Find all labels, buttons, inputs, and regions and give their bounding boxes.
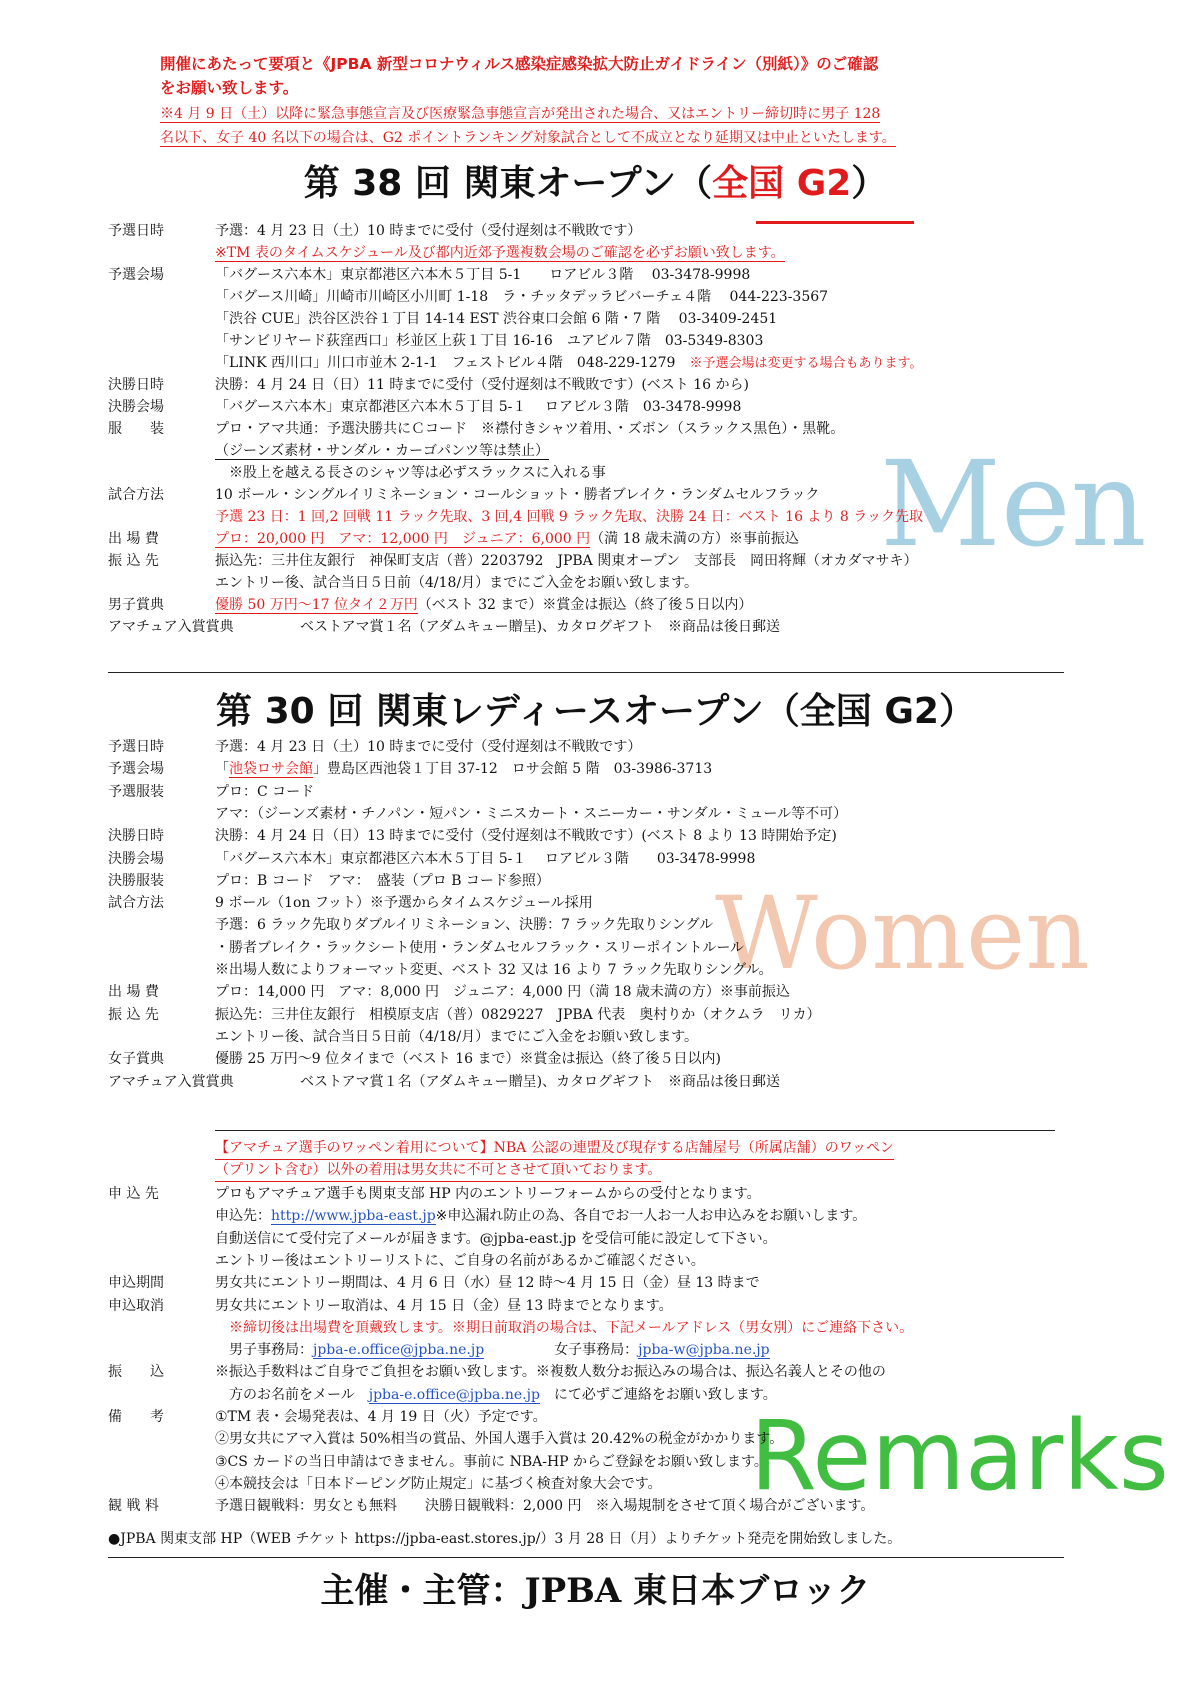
value-text: ・勝者ブレイク・ラックシート使用・ランダムセルフラック・スリーポイントルール [215,939,745,956]
value-prefix: 方のお名前をメール [215,1386,369,1403]
row-value [215,572,698,594]
row-value [215,1026,698,1048]
value-text: にて必ずご連絡をお願い致します。 [539,1386,777,1403]
row-value [215,981,790,1003]
highlighted-value: 優勝 50 万円〜17 位タイ２万円 [215,597,418,613]
value-text: 「渋谷 CUE」渋谷区渋谷１丁目 14-14 EST 渋谷東口会館 6 階・7 階 03-3409-2451 [215,311,778,327]
row-value [215,1004,821,1026]
row-label: 予選服装 [108,783,164,800]
remarks-watermark: Remarks [750,1400,1169,1512]
value-text: 予選：6 ラック先取りダブルイリミネーション、決勝：7 ラック先取りシングル [215,917,714,934]
value-prefix: 「 [215,761,229,778]
value-prefix: 申込先： [215,1208,271,1225]
value-text: 「サンビリヤード荻窪西口」杉並区上荻１丁目 16-16 ユアビル７階 03-5349-8303 [215,333,764,349]
divider [108,672,1064,673]
value-text: プロもアマチュア選手も関東支部 HP 内のエントリーフォームからの受付となります。 [215,1186,761,1202]
notice-line-1: 開催にあたって要項と《JPBA 新型コロナウィルス感染症感染拡大防止ガイドライン（別紙）》のご確認 [160,55,879,73]
event-flyer: Men Women Remarks 開催にあたって要項と《JPBA 新型コロナウィルス感染症感染拡大防止ガイドライン（別紙）》のご確認 をお願い致します。 ※4 月 9 日（土）以降に緊急事態宣言及び医療緊急事態宣言が発出された場合、又はエントリー締切時に男子 128 名以下、女子 40 名以下の場合は、G2 ポイントランキング対象試合として不成立となり延期又は中止といたします。 第 38 回 関東オープン（全国 G2） 予選日時 予選：4 月 23 日（土）10 時までに受付（受付遅刻は不戦敗です） ※TM 表のタイムスケジュール及び都内近郊予選複数会場のご確認を必ずお願い致します。 予選会場 「バグース六本木」東京都港区六本木５丁目 5-1 ロアビル３階 03-3478-9998 「バグース川崎」川崎市川崎区小川町 1-18 ラ・チッタデッラビバーチェ４階 044-223-3567 「渋谷 CUE」渋谷区渋谷１丁目 14-14 EST 渋谷東口会館 6 階・7 階 03-3409-2451 「サンビリヤード荻窪西口」杉並区上荻１丁目 16-16 ユアビル７階 03-5349-8303 「LINK 西川口」川口市並木 2-1-1 フェストビル４階 048-229-1279 ※予選会場は変更する場合もあります。 決勝日時 決勝：4 月 24 日（日）11 時までに受付（受付遅刻は不戦敗です）(ベスト 16 から) 決勝会場 「バグース六本木」東京都港区六本木５丁目 5-１ ロアビル３階 03-3478-9998 服 装 プロ・アマ共通：予選決勝共にＣコード ※襟付きシャツ着用、・ズボン（スラックス黒色）・黒靴。 （ジーンズ素材・サンダル・カーゴパンツ等は禁止） ※股上を越える長さのシャツ等は必ずスラックスに入れる事 試合方法 10 ボール・シングルイリミネーション・コールショット・勝者ブレイク・ランダムセルフラック 予選 23 日：1 回,2 回戦 11 ラック先取、3 回,4 回戦 9 ラック先取、決勝 24 日：ベスト 16 より 8 ラック先取 出 場 費 プロ：20,000 円 アマ：12,000 円 ジュニア：6,000 円（満 18 歳未満の方）※事前振込 振 込 先 振込先：三井住友銀行 神保町支店（普）2203792 JPBA 関東オープン 支部長 岡田将輝（オカダマサキ） エントリー後、試合当日５日前（4/18/月）までにご入金をお願い致します。 男子賞典 優勝 50 万円〜17 位タイ２万円（ベスト 32 まで）※賞金は振込（終了後５日以内） アマチュア入賞賞典 ベストアマ賞１名（アダムキュー贈呈)、カタログギフト ※商品は後日郵送 第 30 回 関東レディースオープン（全国 G2） 予選日時 予選：4 月 23 日（土）10 時までに受付（受付遅刻は不戦敗です） 予選会場 「池袋ロサ会館」豊島区西池袋１丁目 37-12 ロサ会館 5 階 03-3986-3713 予選服装 プロ：C コード アマ：（ジーンズ素材・チノパン・短パン・ミニスカート・スニーカー・サンダル・ミュール等不可） 決勝日時 決勝：4 月 24 日（日）13 時までに受付（受付遅刻は不戦敗です）(ベスト 8 より 13 時開始予定) 決勝会場 「バグース六本木」東京都港区六本木５丁目 5-１ ロアビル３階 03-3478-9998 決勝服装 プロ：B コード アマ： 盛装（プロ B コード参照） 試合方法 9 ボール（1on フット）※予選からタイムスケジュール採用 予選：6 ラック先取りダブルイリミネーション、決勝：7 ラック先取りシングル ・勝者ブレイク・ラックシート使用・ランダムセルフラック・スリーポイントルール ※出場人数によりフォーマット変更、ベスト 32 又は 16 より 7 ラック先取りシングル。 出 場 費 プロ：14,000 円 アマ：8,000 円 ジュニア：4,000 円（満 18 歳未満の方）※事前振込 振 込 先 振込先：三井住友銀行 相模原支店（普）0829227 JPBA 代表 奥村りか（オクムラ リカ） エントリー後、試合当日５日前（4/18/月）までにご入金をお願い致します。 女子賞典 優勝 25 万円〜9 位タイまで（ベスト 16 まで）※賞金は振込（終了後５日以内) アマチュア入賞賞典 ベストアマ賞１名（アダムキュー贈呈)、カタログギフト ※商品は後日郵送 【アマチュア選手のワッペン着用について】NBA 公認の連盟及び現存する店舗屋号（所属店舗）のワッペン （プリント含む）以外の着用は男女共に不可とさせて頂いております。 申 込 先 プロもアマチュア選手も関東支部 HP 内のエントリーフォームからの受付となります。 申込先：http://www.jpba-east.jp※申込漏れ防止の為、各自でお一人お一人お申込みをお願いします。 自動送信にて受付完了メールが届きます。@jpba-east.jp を受信可能に設定して下さい。 エントリー後はエントリーリストに、ご自身の名前があるかご確認ください。 申込期間 男女共にエントリー期間は、4 月 6 日（水）昼 12 時〜4 月 15 日（金）昼 13 時まで 申込取消 男女共にエントリー取消は、4 月 15 日（金）昼 13 時までとなります。 ※締切後は出場費を頂戴致します。※期日前取消の場合は、下記メールアドレス（男女別）にご連絡下さい。 男子事務局：jpba-e.office@jpba.ne.jp 女子事務局：jpba-w@jpba.ne.jp 振 込 ※振込手数料はご自身でご負担をお願い致します。※複数人数分お振込みの場合は、振込名義人とその他の 方のお名前をメール jpba-e.office@jpba.ne.jp にて必ずご連絡をお願い致します。 備 考 ①TM 表・会場発表は、4 月 19 日（火）予定です。 ②男女共にアマ入賞は 50%相当の賞品、外国人選手入賞は 20.42%の税金がかかります。 ③CS カードの当日申請はできません。事前に NBA-HP からご登録をお願い致します。 ④本競技会は「日本ドーピング防止規定」に基づく検査対象大会です。 観 戦 料 予選日観戦料：男女とも無料 決勝日観戦料：2,000 円 ※入場規制をさせて頂く場合がございます。 ●JPBA 関東支部 HP（WEB チケット https://jpba-east.stores.jp/）3 月 28 日（月）よりチケット発売を開始致しました。 主催・主管：JPBA 東日本ブロック [0,0,1191,1684]
value-text: 10 ボール・シングルイリミネーション・コールショット・勝者ブレイク・ランダムセルフラック [215,487,820,503]
value-text: ※出場人数によりフォーマット変更、ベスト 32 又は 16 より 7 ラック先取りシングル。 [215,962,773,978]
value-text: （ベスト 32 まで）※賞金は振込（終了後５日以内） [417,597,753,613]
link[interactable]: http://www.jpba-east.jp [271,1208,436,1225]
row-label: 決勝日時 [108,377,164,393]
row-label: 予選会場 [108,267,164,283]
men-title-grade: 全国 G2 [712,163,852,204]
row-value [215,848,755,870]
value-text: 自動送信にて受付完了メールが届きます。@jpba-east.jp を受信可能に設定して下さい。 [215,1230,777,1247]
value-text: プロ・アマ共通：予選決勝共にＣコード ※襟付きシャツ着用、・ズボン（スラックス黒色）・黒靴。 [215,421,845,437]
row-label: 申込期間 [108,1275,164,1292]
row-label: 振 込 [108,1364,164,1381]
value-text: 決勝：4 月 24 日（日）13 時までに受付（受付遅刻は不戦敗です）(ベスト 8 より 13 時開始予定) [215,828,837,845]
row-value [215,1384,777,1406]
value-text: アマ：（ジーンズ素材・チノパン・短パン・ミニスカート・スニーカー・サンダル・ミュール等不可） [215,805,848,822]
row-label: 決勝会場 [108,399,164,415]
row-value [215,1250,705,1272]
value-text: ①TM 表・会場発表は、4 月 19 日（火）予定です。 [215,1409,547,1425]
highlighted-value: プロ：20,000 円 アマ：12,000 円 ジュニア：6,000 円 [215,531,591,547]
row-value [215,1428,783,1450]
row-value [215,374,749,396]
value-text: 「バグース六本木」東京都港区六本木５丁目 5-１ ロアビル３階 03-3478-9998 [215,850,756,867]
value-text: 男女共にエントリー取消は、4 月 15 日（金）昼 13 時までとなります。 [215,1297,673,1314]
value-text: エントリー後はエントリーリストに、ご自身の名前があるかご確認ください。 [215,1252,705,1269]
women-title: 第 30 回 関東レディースオープン（全国 G2） [216,691,975,732]
value-text: エントリー後、試合当日５日前（4/18/月）までにご入金をお願い致します。 [215,575,699,591]
row-label: 予選日時 [108,223,164,239]
value-text: ②男女共にアマ入賞は 50%相当の賞品、外国人選手入賞は 20.42%の税金がかかります。 [215,1431,784,1448]
row-value [215,528,799,550]
row-value [215,1205,866,1227]
value-text: 振込先：三井住友銀行 相模原支店（普）0829227 JPBA 代表 奥村りか（オクムラ リカ） [215,1006,821,1023]
divider [108,1557,1064,1558]
row-value [215,937,744,959]
women-watermark: Women [715,875,1090,992]
value-text: 予選日観戦料：男女とも無料 決勝日観戦料：2,000 円 ※入場規制をさせて頂く場合がございます。 [215,1498,875,1515]
row-label: 出 場 費 [108,984,159,1001]
highlighted-value: ※締切後は出場費を頂戴致します。※期日前取消の場合は、下記メールアドレス（男女別）にご連絡下さい。 [215,1319,914,1336]
value-text: ベストアマ賞１名（アダムキュー贈呈)、カタログギフト ※商品は後日郵送 [300,1073,781,1090]
row-value [215,594,752,616]
row-label: 決勝会場 [108,850,164,867]
row-value [215,484,819,506]
row-value [215,330,763,352]
value-text: 「バグース六本木」東京都港区六本木５丁目 5-1 ロアビル３階 03-3478-9998 [215,267,751,283]
value-text: 「バグース六本木」東京都港区六本木５丁目 5-１ ロアビル３階 03-3478-9998 [215,399,742,415]
row-value [215,440,549,462]
row-label: 申 込 先 [108,1186,159,1202]
row-value [215,1406,547,1428]
value-text: （満 18 歳未満の方）※事前振込 [590,531,799,547]
row-value [215,1183,761,1205]
row-value [215,242,785,264]
link[interactable]: jpba-e.office@jpba.ne.jp [313,1342,485,1359]
value-text: ※股上を越える長さのシャツ等は必ずスラックスに入れる事 [215,465,606,481]
value-text: 予選：4 月 23 日（土）10 時までに受付（受付遅刻は不戦敗です） [215,223,642,239]
value-text: プロ：14,000 円 アマ：8,000 円 ジュニア：4,000 円（満 18 歳未満の方）※事前振込 [215,984,790,1001]
row-value [215,220,641,242]
value-text: 予選 23 日：1 回,2 回戦 11 ラック先取、3 回,4 回戦 9 ラック先取、決勝 24 日：ベスト 16 より 8 ラック先取 [215,509,923,525]
row-value [215,959,773,981]
row-label: 観 戦 料 [108,1498,159,1515]
notice-line-4: 名以下、女子 40 名以下の場合は、G2 ポイントランキング対象試合として不成立となり延期又は中止といたします。 [160,130,896,146]
footer-organizer: 主催・主管：JPBA 東日本ブロック [320,1571,871,1611]
row-value [300,616,780,638]
row-value [215,550,918,572]
value-text: 決勝：4 月 24 日（日）11 時までに受付（受付遅刻は不戦敗です）(ベスト 16 から) [215,377,749,393]
value-prefix: 男子事務局： [215,1342,313,1359]
value-text: プロ：B コード アマ： 盛装（プロ B コード参照） [215,872,550,889]
row-value [215,803,847,825]
row-label: 出 場 費 [108,531,159,547]
value-text: エントリー後、試合当日５日前（4/18/月）までにご入金をお願い致します。 [215,1028,699,1045]
row-value [215,1495,874,1517]
row-value [215,418,844,440]
title-underline [756,221,914,224]
row-value [215,758,712,780]
link[interactable]: jpba-w@jpba.ne.jp [638,1342,770,1359]
row-value [300,1071,780,1093]
row-label: 振 込 先 [108,553,159,569]
value-text: ベストアマ賞１名（アダムキュー贈呈)、カタログギフト ※商品は後日郵送 [300,619,781,635]
row-value [215,352,922,375]
row-value [215,1228,777,1250]
value-text: 優勝 25 万円〜9 位タイまで（ベスト 16 まで）※賞金は振込（終了後５日以内) [215,1051,721,1068]
value-text: ※振込手数料はご自身でご負担をお願い致します。※複数人数分お振込みの場合は、振込名義人とその他の [215,1364,886,1381]
value-text: 「LINK 西川口」川口市並木 2-1-1 フェストビル４階 048-229-1279 [215,355,676,371]
row-label: 備 考 [108,1409,164,1425]
row-value [215,914,713,936]
highlighted-value: 池袋ロサ会館 [229,761,313,778]
row-label: 服 装 [108,421,164,437]
row-value [215,308,777,330]
row-label: 振 込 先 [108,1006,159,1023]
value-text: 男女共にエントリー期間は、4 月 6 日（水）昼 12 時〜4 月 15 日（金）昼 13 時まで [215,1275,760,1292]
link[interactable]: jpba-e.office@jpba.ne.jp [368,1386,540,1403]
value-text: 」豊島区西池袋１丁目 37-12 ロサ会館 5 階 03-3986-3713 [313,761,713,778]
row-value [215,1361,886,1383]
row-value [215,870,550,892]
row-label: 女子賞典 [108,1051,164,1068]
value-text: 振込先：三井住友銀行 神保町支店（普）2203792 JPBA 関東オープン 支部長 岡田将輝（オカダマサキ） [215,553,918,569]
row-label: 試合方法 [108,895,164,912]
row-value [215,781,314,803]
row-value [215,1339,770,1361]
row-value [215,1295,673,1317]
value-text: ※申込漏れ防止の為、各自でお一人お一人お申込みをお願いします。 [435,1208,867,1225]
row-value [215,1473,662,1495]
row-label: 決勝服装 [108,872,164,889]
row-value [215,462,606,484]
divider [215,1130,1055,1131]
row-label: アマチュア入賞賞典 [108,619,234,635]
value-text: 「バグース川崎」川崎市川崎区小川町 1-18 ラ・チッタデッラビバーチェ４階 044-223-3567 [215,289,829,305]
value-text: （ジーンズ素材・サンダル・カーゴパンツ等は禁止） [215,443,550,459]
notice-line-3: ※4 月 9 日（土）以降に緊急事態宣言及び医療緊急事態宣言が発出された場合、又はエントリー締切時に男子 128 [160,106,881,122]
row-value [215,736,641,758]
row-label: 予選日時 [108,739,164,755]
row-value [215,892,593,914]
notice-line-2: をお願い致します。 [160,79,299,97]
row-value [215,396,741,418]
venue-note: ※予選会場は変更する場合もあります。 [689,356,923,371]
row-value [215,286,828,308]
men-watermark: Men [880,435,1147,573]
row-value [215,825,837,847]
value-text: 9 ボール（1on フット）※予選からタイムスケジュール採用 [215,895,593,912]
row-value [215,1048,721,1070]
value-text: ※TM 表のタイムスケジュール及び都内近郊予選複数会場のご確認を必ずお願い致します。 [215,245,785,261]
row-label: 予選会場 [108,761,164,778]
row-value [215,264,750,286]
row-value [215,1451,768,1473]
row-label: アマチュア入賞賞典 [108,1073,234,1090]
row-label: 申込取消 [108,1297,164,1314]
row-label: 決勝日時 [108,828,164,845]
row-label: 男子賞典 [108,597,164,613]
row-value [215,1317,913,1339]
value-text: ③CS カードの当日申請はできません。事前に NBA-HP からご登録をお願い致します。 [215,1453,768,1470]
men-title: 第 38 回 関東オープン（全国 G2） [303,163,888,204]
row-value [215,1272,760,1294]
value-middle: 女子事務局： [484,1342,639,1359]
value-text: 予選：4 月 23 日（土）10 時までに受付（受付遅刻は不戦敗です） [215,739,642,755]
value-text: プロ：C コード [215,783,315,800]
row-label: 試合方法 [108,487,164,503]
row-value [215,506,923,528]
value-text: ④本競技会は「日本ドーピング防止規定」に基づく検査対象大会です。 [215,1475,662,1492]
